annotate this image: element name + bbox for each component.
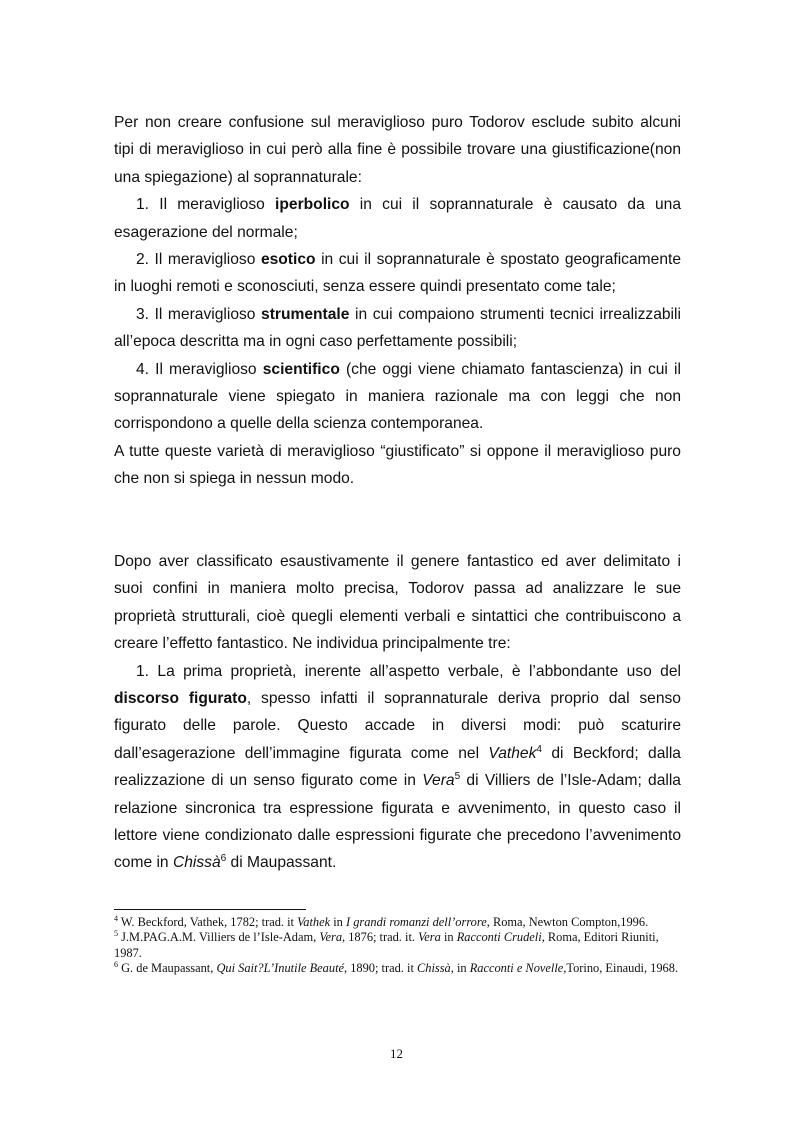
work-title-chissa: Chissà	[172, 854, 221, 872]
term-esotico: esotico	[260, 251, 316, 269]
list-number: 1.	[136, 196, 150, 214]
section-structural-properties	[114, 548, 681, 877]
list-number: 2.	[136, 251, 150, 269]
footnote-4: $^4$ W. Beckford, Vathek, 1782; trad. it Vathek in I grandi romanzi dell’orrore, Roma, Newton Compton,1996.	[114, 913, 649, 929]
section-marvelous-types	[114, 109, 681, 493]
intro-paragraph: Per non creare confusione sul meraviglioso puro Todorov esclude subito alcuni tipi di meraviglioso in cui però alla fine è possibile trovare una giustificazione(non una spiegazione) al soprannaturale:	[114, 114, 681, 186]
footnote-5: $^5$ J.M.PAG.A.M. Villiers de l’Isle-Adam, Vera, 1876; trad. it. Vera in Racconti Crudeli, Roma, Editori Riuniti, 1987.	[114, 929, 659, 960]
term-scientifico: scientifico	[262, 360, 340, 378]
footnote-6: $^6$ G. de Maupassant, Qui Sait?L’Inutile Beauté, 1890; trad. it Chissà, in Racconti e Novelle,Torino, Einaudi, 1968.	[114, 960, 679, 976]
footnote-ref-4[interactable]: 4	[536, 743, 542, 755]
list-item-esotico: 2. Il meraviglioso esotico in cui il soprannaturale è spostato geograficamente in luoghi remoti e sconosciuti, senza essere quindi presentato come tale;	[114, 251, 681, 296]
footnote-ref-5[interactable]: 5	[454, 771, 461, 783]
list-number: 3.	[136, 305, 150, 323]
list-item-scientifico: 4. Il meraviglioso scientifico (che oggi viene chiamato fantascienza) in cui il soprannaturale viene spiegato in maniera razionale ma con leggi che non corrispondono a quelle della scienza contemporanea.	[114, 360, 681, 433]
list-number: 4.	[136, 360, 150, 378]
work-title-vathek: Vathek	[488, 744, 537, 762]
term-discorso-figurato: discorso figurato	[114, 690, 247, 708]
footnote-ref-6[interactable]: 6	[220, 853, 227, 865]
conclusion-paragraph: A tutte queste varietà di meraviglioso “giustificato” si oppone il meraviglioso puro che non si spiega in nessun modo.	[114, 442, 681, 488]
term-iperbolico: iperbolico	[275, 196, 350, 214]
footnotes	[114, 915, 681, 977]
list-item-iperbolico: 1. Il meraviglioso iperbolico in cui il soprannaturale è causato da una esagerazione del normale;	[114, 196, 682, 241]
list-item-discorso-figurato: 1. La prima proprietà, inerente all’aspetto verbale, è l’abbondante uso del discorso figurato, spesso infatti il soprannaturale deriva proprio dal senso figurato delle parole. Questo accade in diversi modi: può scaturire dall’esagerazione dell’immagine figurata come nel Vathek$^4$ di Beckford; dalla realizzazione di un senso figurato come in Vera$^5$ di Villiers de l’Isle-Adam; dalla relazione sincronica tra espressione figurata e avvenimento, in questo caso il lettore viene condizionato dalle espressioni figurate che precedono l’avvenimento come in Chissà$^6$ di Maupassant.	[114, 662, 681, 872]
list-item-strumentale: 3. Il meraviglioso strumentale in cui compaiono strumenti tecnici irrealizzabili all’epoca descritta ma in ogni caso perfettamente possibili;	[114, 305, 681, 351]
footnote-separator	[114, 909, 306, 910]
list-number: 1.	[136, 662, 150, 680]
work-title-vera: Vera	[422, 772, 455, 790]
section2-intro-paragraph: Dopo aver classificato esaustivamente il genere fantastico ed aver delimitato i suoi confini in maniera molto precisa, Todorov passa ad analizzare le sue proprietà strutturali, cioè quegli elementi verbali e sintattici che contribuiscono a creare l’effetto fantastico. Ne individua principalmente tre:	[114, 553, 681, 653]
page-number: 12	[390, 1046, 403, 1061]
term-strumentale: strumentale	[261, 305, 350, 323]
